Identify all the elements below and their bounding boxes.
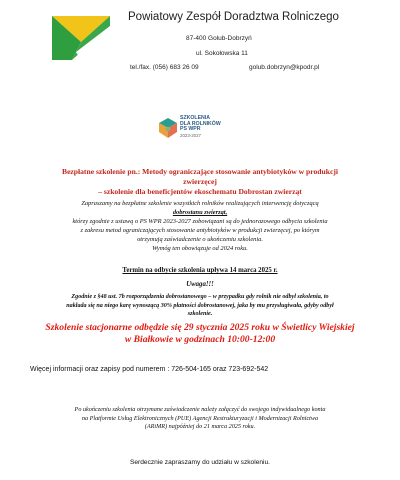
intro-line-2: dobrostanu zwierząt, — [172, 209, 228, 216]
intro-line-3: którzy zgodnie z ustawą o PS WPR 2023-2027 zobowiązani są do jednorazowego odbycia szkolenia — [72, 218, 328, 225]
email-address: golub.dobrzyn@kpodr.pl — [249, 64, 320, 71]
program-logo-line4: 2023-2027 — [180, 132, 201, 138]
announcement-title — [20, 167, 380, 197]
warning-line-1: Zgodnie z §48 ust. 7b rozporządzenia dobrostanowego – w przypadku gdy rolnik nie odbył szkolenia, to — [71, 294, 329, 300]
pzdr-logo-icon — [52, 16, 110, 60]
after-training-info — [20, 406, 380, 432]
after-line-1: Po ukończeniu szkolenia otrzymane zaświadczenie należy załączyć do swojego indywidualnego konta — [74, 406, 326, 413]
address-postal: 87-400 Golub-Dobrzyń — [186, 35, 252, 42]
program-logo-line3: PS WPR — [180, 126, 201, 133]
session-line-2: w Białkowie w godzinach 10:00-12:00 — [124, 334, 276, 345]
program-logo — [159, 116, 239, 142]
address-street: ul. Sokołowska 11 — [196, 50, 248, 57]
warning-line-2: nakłada się na niego karę wynoszącą 30% płatności dobrostanowej, jaka by mu przysługiwała, gdyby odbył — [66, 302, 334, 309]
after-line-3: (ARiMR) najpóźniej do 21 marca 2025 roku. — [144, 423, 256, 431]
intro-line-5: otrzymują zaświadczenie o ukończeniu szkolenia. — [137, 236, 263, 243]
program-logo-text — [180, 116, 221, 138]
announcement-intro — [20, 199, 380, 253]
warning-text — [20, 293, 380, 319]
closing-invitation: Serdecznie zapraszamy do udziału w szkoleniu. — [129, 459, 270, 466]
organization-name: Powiatowy Zespół Doradztwa Rolniczego — [128, 11, 339, 23]
training-deadline: Termin na odbycie szkolenia upływa 14 marca 2025 r. — [122, 267, 278, 274]
warning-heading: Uwaga!!! — [186, 281, 214, 288]
training-program-icon — [159, 118, 177, 138]
contact-info: Więcej informacji oraz zapisy pod numerem : 726-504-165 oraz 723-692-542 — [30, 366, 269, 373]
title-line-1: Bezpłatne szkolenie pn.: Metody ograniczające stosowanie antybiotyków w produkcji — [62, 167, 338, 176]
intro-line-4: z zakresu metod ograniczających stosowanie antybiotyków w produkcji zwierzęcej, po którym — [80, 227, 320, 234]
title-line-2: zwierzęcej — [183, 177, 217, 186]
title-line-3: – szkolenie dla beneficjentów ekoschematu Dobrostan zwierząt — [98, 187, 302, 196]
program-logo-line2: DLA ROLNIKÓW — [180, 120, 221, 127]
after-line-2: na Platformie Usług Elektronicznych (PUE) Agencji Restrukturyzacji i Modernizacji Rolnictwa — [81, 414, 319, 422]
program-logo-line1: SZKOLENIA — [180, 115, 210, 121]
session-line-1: Szkolenie stacjonarne odbędzie się 29 stycznia 2025 roku w Świetlicy Wiejskiej — [45, 322, 355, 333]
intro-line-1: Zapraszamy na bezpłatne szkolenie wszystkich rolników realizujących interwencję dotyczącą — [81, 200, 319, 207]
intro-line-6: Wymóg ten obowiązuje od 2024 roku. — [152, 245, 248, 252]
warning-line-3: szkolenie. — [187, 311, 213, 318]
session-details — [20, 322, 380, 346]
phone-fax: tel./fax. (056) 683 26 09 — [130, 64, 199, 71]
